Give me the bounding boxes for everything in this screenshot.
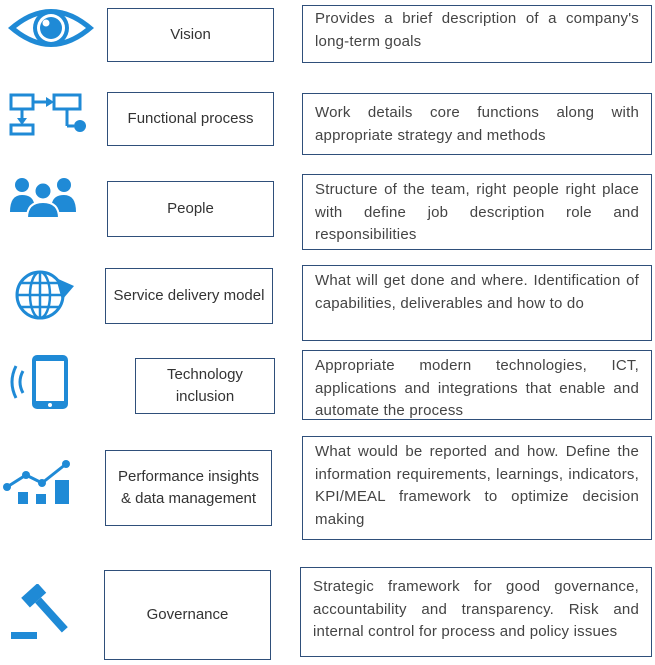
description-technology-inclusion — [302, 350, 652, 420]
description-governance — [300, 567, 652, 657]
label-functional-process — [107, 92, 274, 146]
label-governance — [104, 570, 271, 660]
description-text: Appropriate modern technologies, ICT, applications and integrations that enable and automate the process — [315, 357, 639, 419]
label-text: Service delivery model — [113, 287, 265, 304]
chart-growth-icon — [2, 456, 74, 506]
description-text: Structure of the team, right people right place with define job description role and responsibilities — [315, 181, 639, 243]
flowchart-icon — [8, 92, 88, 136]
label-text: People — [167, 200, 214, 217]
gavel-icon — [10, 584, 76, 640]
label-service-delivery-model — [105, 268, 273, 324]
description-performance-insights — [302, 436, 652, 540]
description-vision — [302, 5, 652, 63]
label-text: Technology inclusion — [167, 366, 243, 405]
label-vision — [107, 8, 274, 62]
description-people — [302, 174, 652, 250]
label-text: Performance insights & data management — [118, 468, 259, 507]
description-service-delivery-model — [302, 265, 652, 341]
label-text: Governance — [146, 606, 229, 623]
smartphone-icon — [10, 353, 72, 411]
description-text: Work details core functions along with appropriate strategy and methods — [315, 104, 639, 144]
label-performance-insights — [105, 450, 272, 526]
label-people — [107, 181, 274, 237]
label-technology-inclusion — [135, 358, 275, 414]
description-text: What will get done and where. Identification of capabilities, deliverables and how to do — [315, 272, 639, 312]
label-text: Vision — [170, 26, 211, 43]
description-functional-process — [302, 93, 652, 155]
description-text: Strategic framework for good governance, accountability and transparency. Risk and internal control for process and policy issues — [313, 578, 639, 640]
eye-icon — [6, 2, 96, 54]
people-icon — [10, 176, 76, 218]
description-text: Provides a brief description of a company's long-term goals — [315, 10, 639, 50]
label-text: Functional process — [127, 110, 254, 127]
description-text: What would be reported and how. Define the information requirements, learnings, indicators, KPI/MEAL framework to optimize decision making — [315, 443, 639, 528]
globe-icon — [12, 268, 78, 322]
